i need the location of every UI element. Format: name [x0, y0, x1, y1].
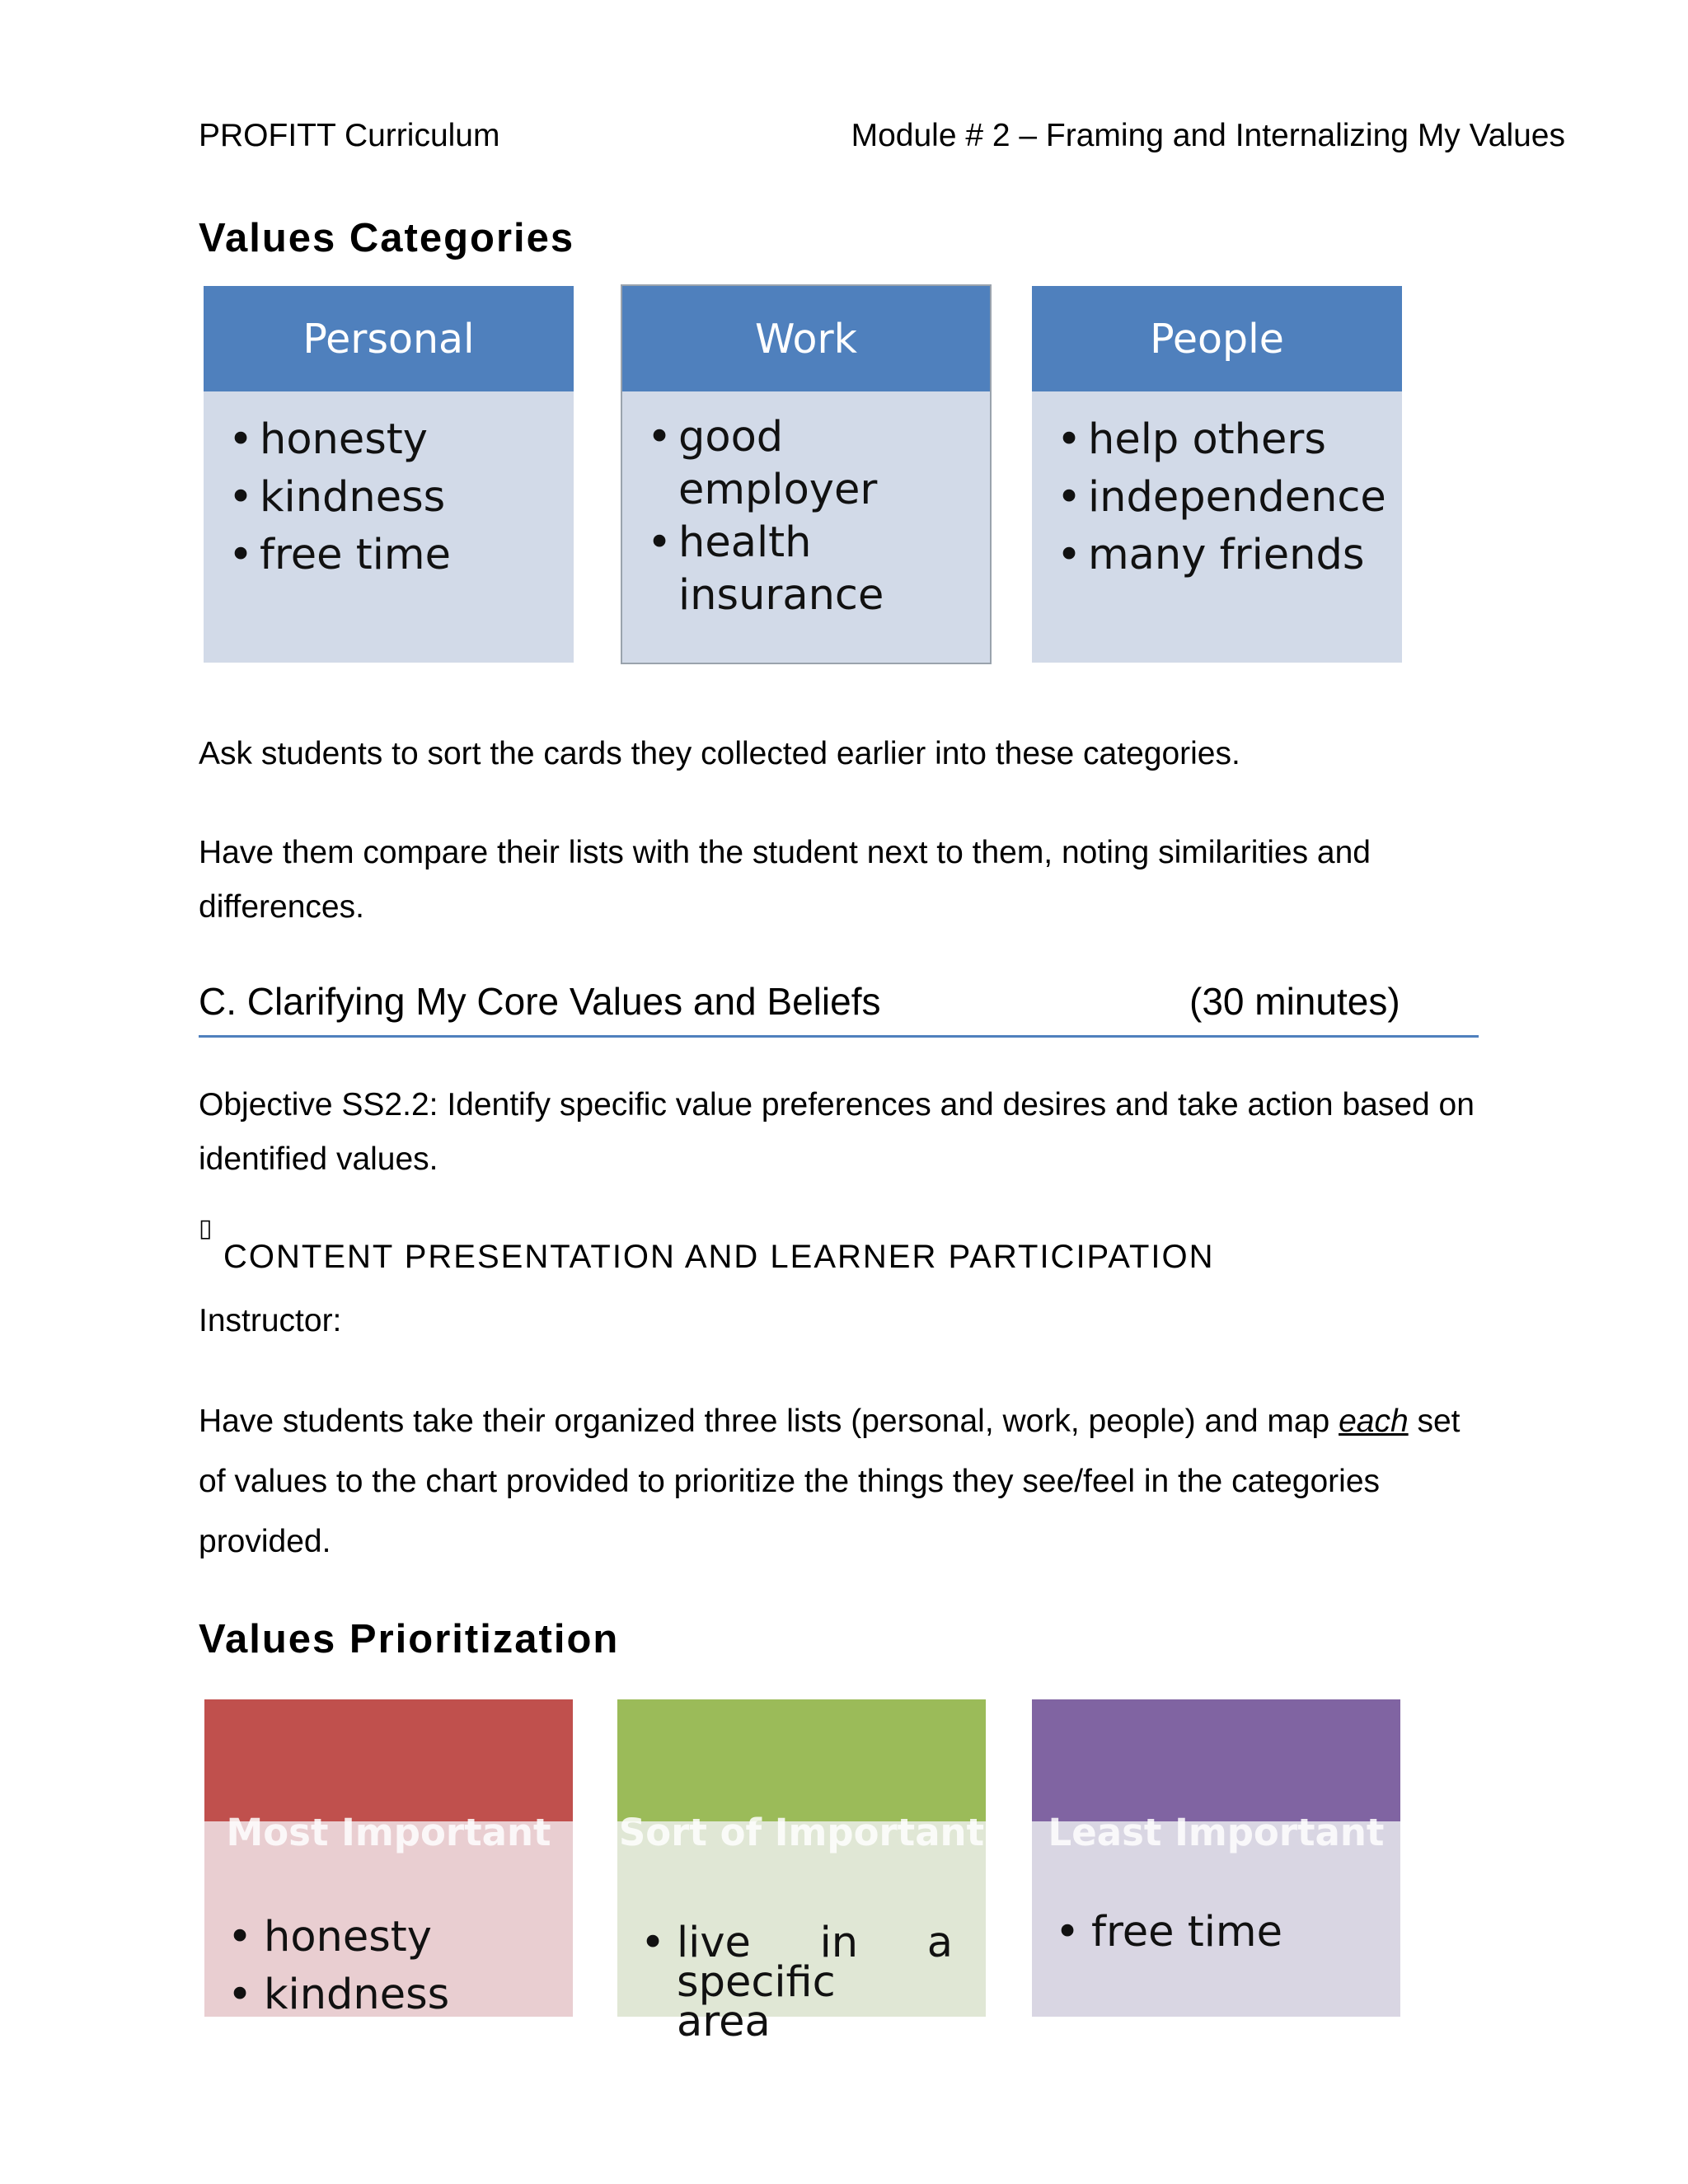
category-card-label: Work	[622, 286, 990, 391]
sort-instruction: Ask students to sort the cards they collected earlier into these categories.	[199, 736, 1240, 771]
list-item: • many friends	[1057, 527, 1402, 584]
priority-card-head	[204, 1699, 573, 1821]
category-list	[1032, 411, 1402, 584]
priority-card-sort-of	[617, 1699, 986, 2046]
priority-list	[227, 1909, 540, 2024]
priority-card-head	[1032, 1699, 1400, 1821]
instructor-emphasis: each	[1339, 1404, 1409, 1439]
category-card-people	[1032, 286, 1402, 663]
section-divider	[199, 1035, 1479, 1038]
header-right: Module # 2 – Framing and Internalizing My Values	[851, 118, 1565, 153]
instructor-text-end: set of values to the chart provided to prioritize the things they see/feel in the categories provided.	[199, 1404, 1461, 1559]
priority-list	[640, 1919, 953, 2046]
header-left: PROFITT Curriculum	[199, 118, 500, 153]
priority-card-head	[617, 1699, 986, 1821]
category-card-body	[204, 391, 574, 663]
instructor-text	[199, 1391, 1484, 1572]
section-c-duration: (30 minutes)	[1189, 980, 1400, 1023]
section-c-title: C. Clarifying My Core Values and Beliefs	[199, 980, 881, 1023]
list-item: • good employer	[647, 411, 894, 517]
category-card-personal	[204, 286, 574, 663]
priority-card-least	[1032, 1699, 1400, 2017]
values-prioritization-title: Values Prioritization	[199, 1617, 620, 1661]
compare-instruction: Have them compare their lists with the student next to them, noting similarities and differences.	[199, 835, 1371, 925]
list-item: • kindness	[228, 469, 574, 527]
priority-card-most	[204, 1699, 573, 2017]
list-item: • free time	[228, 527, 574, 584]
list-item: • independence	[1057, 469, 1402, 527]
objective-text: Objective SS2.2: Identify specific value preferences and desires and take action based on identified values.	[199, 1087, 1475, 1177]
instructor-label: Instructor:	[199, 1303, 342, 1338]
priority-card-label: Sort of Important	[618, 1811, 985, 1854]
list-item: • health insurance	[647, 517, 894, 622]
values-categories-title: Values Categories	[199, 216, 575, 260]
category-card-label: People	[1032, 286, 1402, 391]
list-item: • free time	[1055, 1904, 1367, 1961]
priority-card-label: Least Important	[1048, 1811, 1385, 1854]
content-heading: CONTENT PRESENTATION AND LEARNER PARTICIPATION	[223, 1239, 1215, 1275]
category-list	[204, 411, 574, 584]
category-card-label: Personal	[204, 286, 574, 391]
category-card-body	[622, 391, 990, 663]
list-item: • kindness	[227, 1966, 540, 2024]
list-item: • honesty	[227, 1909, 540, 1966]
instructor-text-start: Have students take their organized three lists (personal, work, people) and map	[199, 1404, 1339, 1439]
placeholder-glyph-icon: ▯	[199, 1215, 213, 1242]
priority-list	[1055, 1904, 1367, 1961]
list-item: • live in a specific area	[640, 1924, 953, 2042]
list-item: • honesty	[228, 411, 574, 469]
priority-card-label: Most Important	[226, 1811, 551, 1854]
category-card-body	[1032, 391, 1402, 663]
category-card-work	[622, 286, 990, 663]
list-item: • help others	[1057, 411, 1402, 469]
category-list	[622, 411, 894, 622]
